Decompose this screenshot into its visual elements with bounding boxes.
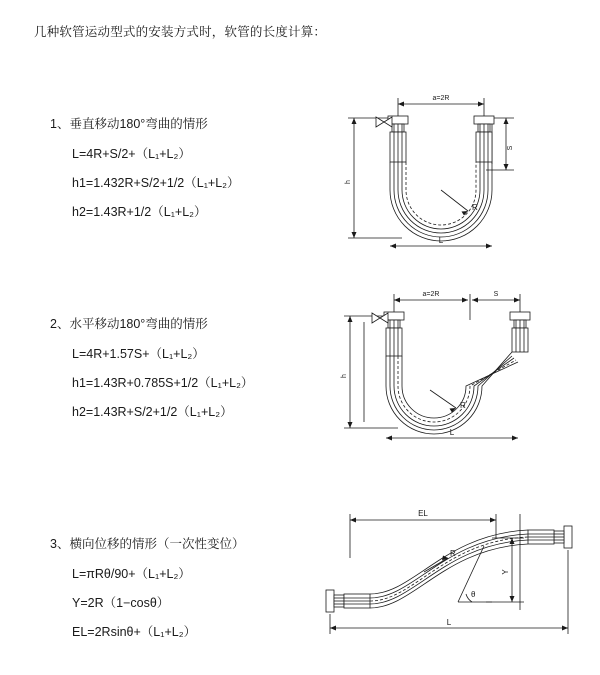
section-3-formula-1: L=πRθ/90+（L₁+L₂） <box>72 567 191 581</box>
label-left-dim: h <box>345 180 352 184</box>
label-bottom-dim: L <box>449 428 455 437</box>
section-2-heading: 2、水平移动180°弯曲的情形 <box>50 317 208 331</box>
section-horizontal-180 <box>0 278 600 478</box>
label-bottom-dim: L <box>438 236 444 245</box>
label-top-dim: EL <box>418 509 428 518</box>
label-right-dim: Y <box>501 569 510 575</box>
label-angle: θ <box>471 590 476 599</box>
label-bottom-dim: L <box>446 618 452 627</box>
section-2-formula-3: h2=1.43R+S/2+1/2（L₁+L₂） <box>72 405 233 419</box>
section-lateral-offset <box>0 498 600 658</box>
section-1-formula-2: h1=1.432R+S/2+1/2（L₁+L₂） <box>72 176 240 190</box>
section-1-text <box>50 114 290 231</box>
label-radius: R <box>460 401 466 410</box>
section-2-formula-2: h1=1.43R+0.785S+1/2（L₁+L₂） <box>72 376 254 390</box>
section-1-formula-1: L=4R+S/2+（L₁+L₂） <box>72 147 191 161</box>
section-2-text <box>50 314 290 431</box>
section-vertical-180 <box>0 78 600 268</box>
label-radius: R <box>472 203 478 212</box>
section-1-heading: 1、垂直移动180°弯曲的情形 <box>50 117 208 131</box>
figure-horizontal-180 <box>306 278 596 483</box>
section-3-text <box>50 534 290 651</box>
section-3-formula-2: Y=2R（1−cosθ） <box>72 596 170 610</box>
label-right-dim: S <box>507 145 514 151</box>
label-radius: R <box>450 549 456 558</box>
label-top-dim: a=2R <box>422 291 440 298</box>
section-3-formula-3: EL=2Rsinθ+（L₁+L₂） <box>72 625 197 639</box>
section-3-heading: 3、横向位移的情形（一次性变位） <box>50 537 245 551</box>
label-top-dim: a=2R <box>432 95 450 102</box>
label-left-dim: h <box>341 374 348 378</box>
figure-lateral-offset <box>306 498 596 653</box>
section-1-formula-3: h2=1.43R+1/2（L₁+L₂） <box>72 205 207 219</box>
figure-vertical-180 <box>306 78 596 273</box>
section-2-formula-1: L=4R+1.57S+（L₁+L₂） <box>72 347 205 361</box>
page-title: 几种软管运动型式的安装方式时，软管的长度计算： <box>34 25 327 39</box>
label-top-dim-2: S <box>493 291 499 298</box>
